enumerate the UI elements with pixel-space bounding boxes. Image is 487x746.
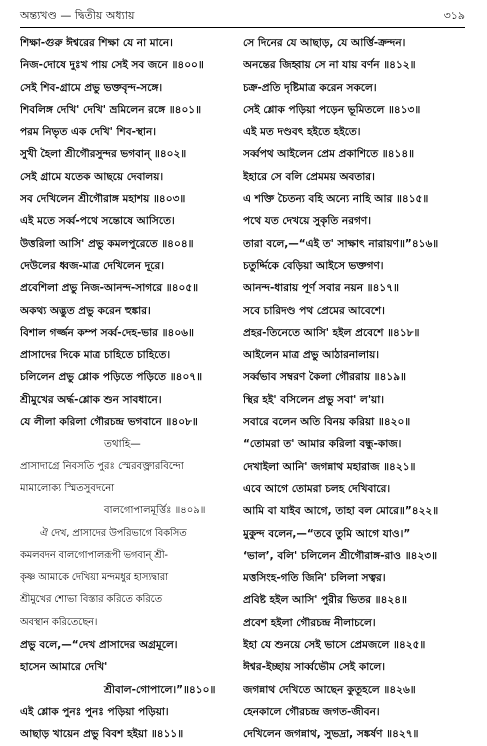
verse-line: উত্তরিলা আসি' প্রভু কমলপুরেতে ॥৪০৪॥ [20, 237, 194, 250]
verse-line: অকথ্য অদ্ভুত প্রভু করেন হুঙ্কার। [20, 304, 151, 317]
verse-line: সে দিনের যে আছাড়, যে আর্ত্তি-ক্রন্দন। [243, 37, 406, 49]
commentary-line: কমলবদন বালগোপালরূপী ভগবান্ শ্রী- [20, 549, 168, 561]
verse-line: শ্রীমুখের অর্দ্ধ-শ্লোক শুন সাবধানে। [20, 393, 162, 406]
verse-line: প্রাসাদের দিকে মাত্র চাহিতে চাহিতে। [20, 349, 171, 362]
chapter-title: অন্ত্যখণ্ড — দ্বিতীয় অধ্যায় [20, 9, 135, 22]
right-column [243, 32, 467, 746]
verse-line: নিজ-দোষে দুঃখ পায় সেই সব জনে ॥৪০০॥ [20, 59, 204, 72]
verse-line: প্রবিষ্ট হইল আসি' পুরীর ভিতর ॥৪২৪॥ [243, 594, 407, 607]
verse-line: দেউলের ধ্বজ-মাত্র দেখিলেন দূরে। [20, 259, 164, 272]
verse-line: প্রবেশিলা প্রভু নিজ-আনন্দ-সাগরে ॥৪০৫॥ [20, 282, 199, 295]
verse-line: আনন্দ-ধারায় পূর্ণ সবার নয়ন ॥৪১৭॥ [243, 282, 399, 295]
commentary-line: ঐ দেখ, প্রাসাদের উপরিভাগে বিকসিত [40, 527, 187, 539]
verse-line: তারা বলে,—“এই ত' সাক্ষাৎ নারায়ণ॥”৪১৬॥ [243, 237, 439, 250]
commentary-line: শ্রীমুখের শোভা বিস্তার করিতে করিতে [20, 594, 162, 606]
verse-line: যে লীলা করিলা গৌরচন্দ্র ভগবানে ॥৪০৮॥ [20, 416, 198, 429]
commentary-line: কৃষ্ণ আমাকে দেখিয়া মন্দমধুর হাস্যদ্বারা [20, 572, 168, 584]
page-header [20, 6, 465, 26]
verse-line: স্থির হই' বসিলেন প্রভু সবা' ল'য়া। [243, 393, 385, 406]
sanskrit-shloka-line: বালগোপালমূর্ত্তিঃ ॥৪০৯॥ [104, 505, 206, 517]
verse-line: আছাড় খায়েন প্রভু বিবশ হইয়া ॥৪১১॥ [20, 728, 184, 741]
commentary-line: অবস্থান করিতেছেন। [20, 616, 98, 628]
verse-line: ইহা যে শুনয়ে সেই ভাসে প্রেমজলে ॥৪২৫॥ [243, 639, 426, 652]
verse-line: শ্রীবাল-গোপালে।”॥৪১০॥ [104, 683, 216, 696]
left-column [20, 32, 244, 746]
verse-line: পথে যত দেখয়ে সুকৃতি নরগণ। [243, 215, 371, 228]
verse-line: সর্ব্বপথ আইলেন প্রেম প্রকাশিতে ॥৪১৪॥ [243, 148, 415, 161]
verse-line: প্রবেশ হইলা গৌরচন্দ্র নীলাচলে। [243, 616, 376, 629]
verse-line: এই শ্লোক পুনঃ পুনঃ পড়িয়া পড়িয়া। [20, 705, 169, 718]
verse-line: “তোমরা ত' আমার করিলা বন্ধু-কাজ। [243, 438, 402, 451]
verse-line: ‘ভাল’, বলি' চলিলেন শ্রীগৌরাঙ্গ-রাও ॥৪২৩॥ [243, 549, 438, 562]
verse-line: মুকুন্দ বলেন,—“তবে তুমি আগে যাও।” [243, 527, 411, 540]
verse-line: অনন্তের জিহ্বায় সে না যায় বর্ণন ॥৪১২॥ [243, 59, 416, 72]
verse-line: এবে আগে তোমরা চলহ দেখিবারে। [243, 482, 391, 495]
verse-line: প্রহর-তিনেতে আসি' হইল প্রবেশে ॥৪১৮॥ [243, 326, 420, 339]
tathahi-heading: তথাহি— [104, 438, 141, 451]
verse-line: এ শক্তি চৈতন্য বহি অন্যে নাহি আর ॥৪১৫॥ [243, 193, 429, 206]
verse-line: দেখিলেন জগন্নাথ, সুভদ্রা, সঙ্কর্ষণ ॥৪২৭॥ [243, 728, 419, 741]
verse-line: সুখী হৈলা শ্রীগৌরসুন্দর ভগবান্ ॥৪০২॥ [20, 148, 187, 161]
verse-line: ঈশ্বর-ইচ্ছায় সার্ব্বভৌম সেই কালে। [243, 661, 386, 674]
verse-line: সবে চারিদণ্ড পথ প্রেমের আবেশে। [243, 304, 385, 317]
verse-line: আইলেন মাত্র প্রভু আঠারনালায়। [243, 349, 380, 362]
verse-line: সর্ব্বভাব সম্বরণ কৈলা গৌররায় ॥৪১৯॥ [243, 371, 407, 384]
verse-line: মত্তসিংহ-গতি জিনি' চলিলা সত্বর। [243, 572, 386, 585]
verse-line: চতুর্দ্দিকে বেড়িয়া আইসে ভক্তগণ। [243, 259, 384, 272]
sanskrit-shloka-line: মামালোক্য স্মিতসুবদনো [20, 482, 115, 494]
page-number: ৩১৯ [443, 9, 465, 22]
verse-line: শিবলিঙ্গ দেখি' দেখি' ভ্রমিলেন রঙ্গে ॥৪০১॥ [20, 103, 202, 116]
verse-line: সব দেখিলেন শ্রীগৌরাঙ্গ মহাশয় ॥৪০৩॥ [20, 193, 186, 206]
verse-line: এই মত দণ্ডবৎ হইতে হইতে। [243, 126, 361, 139]
verse-line: ইহারে সে বলি প্রেমময় অবতার। [243, 170, 375, 183]
verse-line: শিক্ষা-গুরু ঈশ্বরের শিক্ষা যে না মানে। [20, 37, 173, 49]
verse-line: জগন্নাথ দেখিতে আছেন কুতূহলে ॥৪২৬॥ [243, 683, 416, 696]
header-rule [20, 27, 465, 28]
verse-line: সবারে বলেন অতি বিনয় করিয়া ॥৪২০॥ [243, 416, 411, 429]
verse-line: দেখাইলা আনি' জগন্নাথ মহারাজ ॥৪২১॥ [243, 460, 416, 473]
verse-line: প্রভু বলে,—“দেখ প্রাসাদের অগ্রমূলে। [20, 639, 178, 652]
sanskrit-shloka-line: প্রাসাদাগ্রে নিবসতি পুরঃ স্মেরবক্ত্রারবিন্দো [20, 460, 184, 472]
verse-line: সেই গ্রামে যতেক আছয়ে দেবালয়। [20, 170, 164, 183]
verse-line: বিশাল গর্জ্জন কম্প সর্ব্ব-দেহ-ভার ॥৪০৬॥ [20, 326, 194, 339]
verse-line: পরম নিভৃত এক দেখি' শিব-স্থান। [20, 126, 156, 139]
verse-line: এই মতে সর্ব্ব-পথে সন্তোষে আসিতে। [20, 215, 175, 228]
verse-line: হেনকালে গৌরচন্দ্র জগত-জীবন। [243, 705, 380, 718]
verse-line: সেই শিব-গ্রামে প্রভু ভক্তবৃন্দ-সঙ্গে। [20, 81, 163, 94]
verse-line: চলিলেন প্রভু শ্লোক পড়িতে পড়িতে ॥৪০৭॥ [20, 371, 203, 384]
verse-line: চক্র-প্রতি দৃষ্টিমাত্র করেন সকলে। [243, 81, 377, 94]
verse-line: সেই শ্লোক পড়িয়া পড়েন ভূমিতলে ॥৪১৩॥ [243, 103, 421, 116]
verse-line: আমি বা যাইব আগে, তাহা বল মোরে॥”৪২২॥ [243, 505, 439, 518]
verse-line: হাসেন আমারে দেখি' [20, 661, 108, 674]
